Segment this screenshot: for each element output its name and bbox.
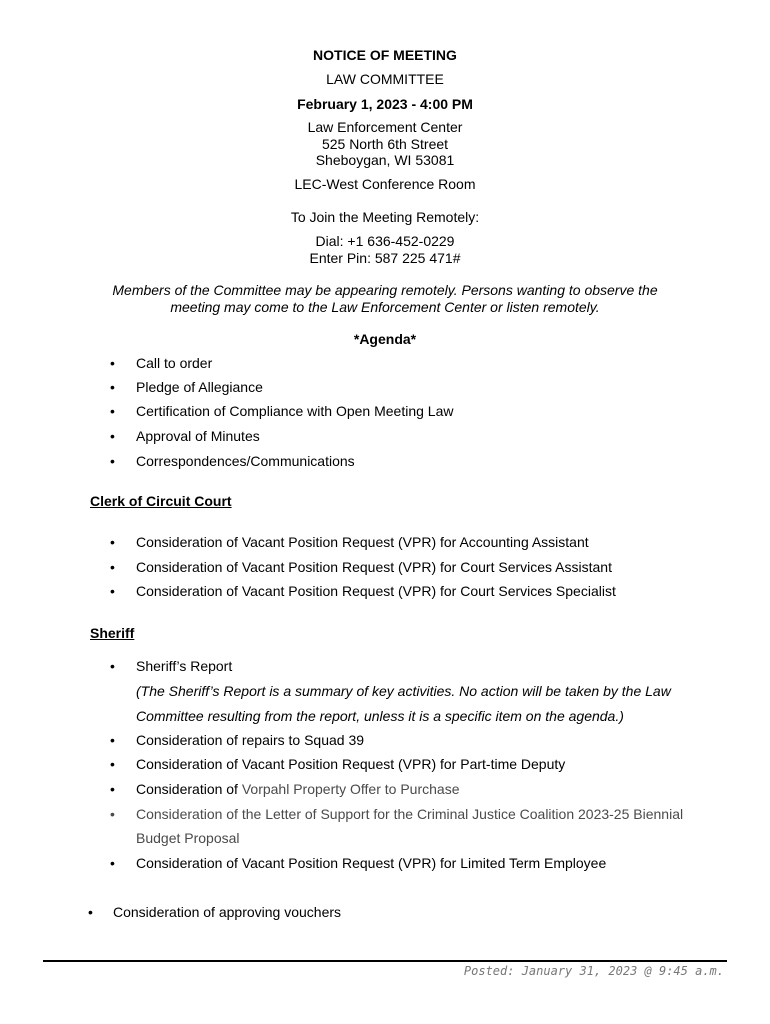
notice-title: NOTICE OF MEETING bbox=[313, 47, 457, 63]
posted-timestamp: Posted: January 31, 2023 @ 9:45 a.m. bbox=[463, 964, 724, 978]
bullet: • bbox=[110, 732, 115, 748]
address-block bbox=[0, 119, 770, 169]
address-line: Law Enforcement Center bbox=[307, 119, 463, 135]
meeting-room: LEC-West Conference Room bbox=[294, 176, 476, 192]
bullet: • bbox=[110, 403, 115, 419]
report-note-line: Committee resulting from the report, unless it is a specific item on the agenda.) bbox=[136, 708, 624, 724]
bullet: • bbox=[110, 355, 115, 371]
address-line: 525 North 6th Street bbox=[321, 135, 449, 152]
bullet: • bbox=[110, 806, 115, 822]
bullet: • bbox=[110, 781, 115, 797]
section-heading-clerk: Clerk of Circuit Court bbox=[90, 493, 232, 509]
bullet: • bbox=[110, 534, 115, 550]
remote-details bbox=[0, 233, 770, 266]
bullet: • bbox=[110, 379, 115, 395]
report-note-line: (The Sheriff’s Report is a summary of key activities. No action will be taken by the Law bbox=[136, 683, 671, 699]
address-line: Sheboygan, WI 53081 bbox=[315, 152, 455, 168]
enter-pin: Enter Pin: 587 225 471# bbox=[309, 249, 461, 266]
committee-name: LAW COMMITTEE bbox=[326, 71, 444, 87]
letter-line-continuation: Budget Proposal bbox=[136, 830, 240, 846]
bullet: • bbox=[88, 904, 93, 920]
bullet: • bbox=[110, 658, 115, 674]
meeting-datetime: February 1, 2023 - 4:00 PM bbox=[297, 96, 473, 112]
bullet: • bbox=[110, 583, 115, 599]
bullet: • bbox=[110, 756, 115, 772]
bullet: • bbox=[110, 855, 115, 871]
remote-note bbox=[0, 282, 770, 315]
remote-note-line: meeting may come to the Law Enforcement Center or listen remotely. bbox=[170, 298, 600, 315]
remote-heading: To Join the Meeting Remotely: bbox=[290, 209, 480, 225]
vorpahl-item: Vorpahl Property Offer to Purchase bbox=[241, 781, 460, 797]
footer-divider bbox=[43, 960, 727, 962]
section-heading-sheriff: Sheriff bbox=[90, 625, 135, 641]
agenda-title: *Agenda* bbox=[353, 331, 417, 347]
bullet: • bbox=[110, 428, 115, 444]
dial-number: Dial: +1 636-452-0229 bbox=[315, 233, 455, 249]
bullet: • bbox=[110, 453, 115, 469]
vorpahl-prefix: Consideration of bbox=[136, 781, 242, 797]
remote-note-line: Members of the Committee may be appearing remotely. Persons wanting to observe the bbox=[112, 282, 658, 298]
bullet: • bbox=[110, 559, 115, 575]
